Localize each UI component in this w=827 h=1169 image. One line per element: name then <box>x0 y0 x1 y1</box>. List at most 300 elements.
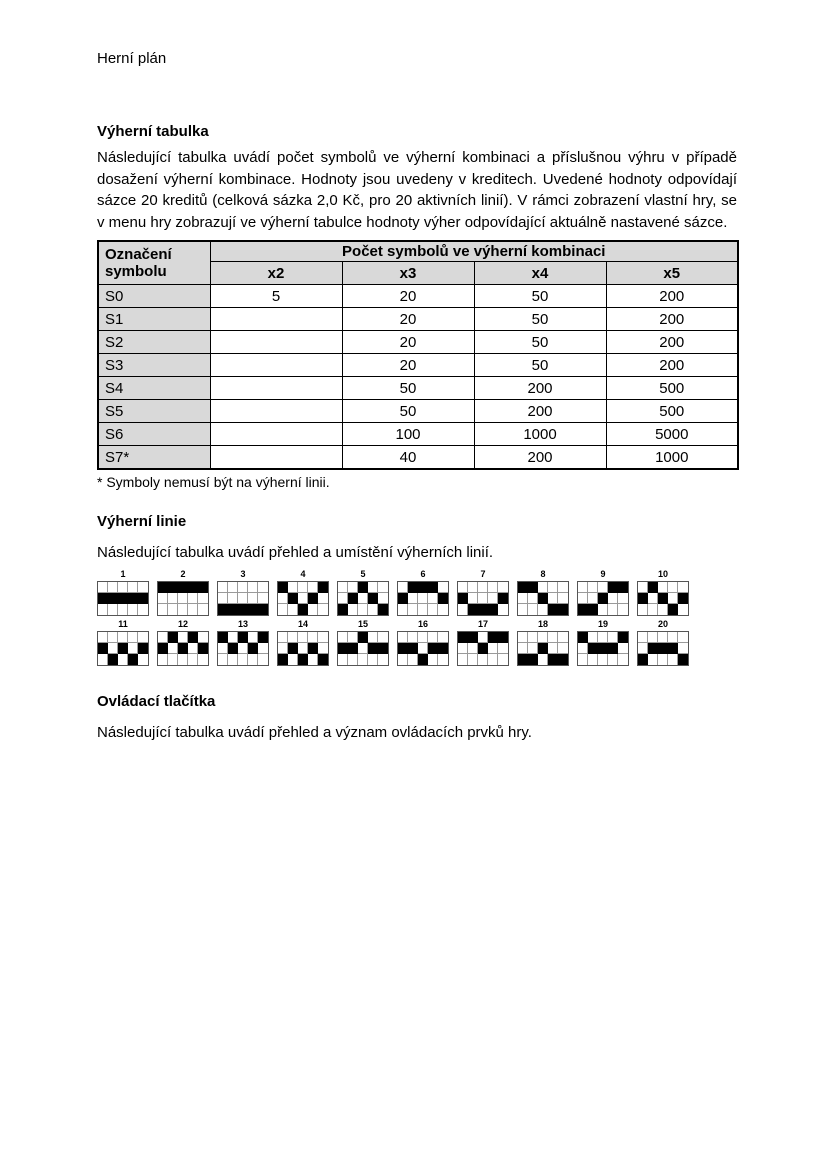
value-cell: 20 <box>342 331 474 354</box>
payline-cell <box>488 632 498 643</box>
table-row <box>98 423 738 446</box>
payline-cell <box>198 582 208 593</box>
payline-cell <box>548 632 558 643</box>
payline-cell <box>468 643 478 654</box>
payline-number: 2 <box>180 568 186 579</box>
payline-cell <box>198 654 208 665</box>
value-cell <box>210 377 342 400</box>
payline-cell <box>538 604 548 615</box>
payline-cell <box>228 643 238 654</box>
payline-cell <box>258 643 268 654</box>
payline-cell <box>188 654 198 665</box>
value-cell: 20 <box>342 354 474 377</box>
symbol-cell: S2 <box>98 331 210 354</box>
payline-cell-grid <box>397 581 449 616</box>
value-cell: 200 <box>474 446 606 470</box>
payline-cell <box>598 643 608 654</box>
payline-cell <box>488 654 498 665</box>
payline-number: 9 <box>600 568 606 579</box>
payline-cell <box>638 643 648 654</box>
payline-cell <box>278 643 288 654</box>
payline-cell <box>648 604 658 615</box>
payline-cell <box>658 582 668 593</box>
payline-cell <box>178 632 188 643</box>
payline-cell <box>498 604 508 615</box>
payline-cell <box>638 582 648 593</box>
payline-cell-grid <box>277 581 329 616</box>
payline-cell <box>428 582 438 593</box>
payline-number: 6 <box>420 568 426 579</box>
document-header: Herní plán <box>97 50 167 67</box>
payline-cell <box>668 593 678 604</box>
payline-cell <box>188 643 198 654</box>
table-row <box>98 331 738 354</box>
payline-cell <box>308 643 318 654</box>
symbol-cell: S4 <box>98 377 210 400</box>
payline-cell <box>118 593 128 604</box>
payline-cell <box>468 632 478 643</box>
payline-cell <box>298 632 308 643</box>
payline-cell <box>608 593 618 604</box>
payline-cell <box>218 643 228 654</box>
payline-cell <box>248 632 258 643</box>
payline-number: 13 <box>237 618 248 629</box>
payline-cell <box>98 643 108 654</box>
payline-pattern <box>97 618 149 666</box>
payline-cell <box>678 643 688 654</box>
payline-pattern <box>637 568 689 616</box>
paylines-heading: Výherní linie <box>97 513 187 530</box>
payline-cell <box>238 604 248 615</box>
payline-number: 4 <box>300 568 306 579</box>
payline-cell <box>548 643 558 654</box>
payline-cell <box>198 604 208 615</box>
payline-cell <box>428 654 438 665</box>
payline-cell <box>638 593 648 604</box>
payline-cell <box>458 632 468 643</box>
payline-cell <box>238 643 248 654</box>
payline-cell <box>588 604 598 615</box>
payline-cell <box>418 582 428 593</box>
payline-cell <box>548 593 558 604</box>
payline-cell <box>218 593 228 604</box>
payline-cell <box>118 604 128 615</box>
payline-cell <box>598 604 608 615</box>
payline-cell <box>478 632 488 643</box>
payline-cell <box>578 654 588 665</box>
payline-cell <box>608 604 618 615</box>
payline-cell <box>468 604 478 615</box>
payline-cell <box>128 632 138 643</box>
payline-cell <box>418 643 428 654</box>
payline-cell <box>588 593 598 604</box>
table-row <box>98 285 738 308</box>
payline-pattern <box>277 618 329 666</box>
payline-cell <box>498 582 508 593</box>
payline-cell <box>228 582 238 593</box>
payline-pattern <box>577 568 629 616</box>
value-cell <box>210 446 342 470</box>
value-cell <box>210 331 342 354</box>
payline-cell <box>368 593 378 604</box>
payline-cell <box>538 582 548 593</box>
payline-cell <box>118 643 128 654</box>
payline-cell <box>648 632 658 643</box>
table-row <box>98 354 738 377</box>
payline-cell <box>298 654 308 665</box>
payline-cell <box>558 632 568 643</box>
payline-cell <box>678 593 688 604</box>
payline-cell <box>188 604 198 615</box>
payline-cell <box>458 654 468 665</box>
payline-cell <box>198 632 208 643</box>
payline-cell <box>108 654 118 665</box>
payline-cell <box>378 643 388 654</box>
payout-table-body <box>98 285 738 470</box>
payline-cell <box>528 643 538 654</box>
payline-cell <box>638 604 648 615</box>
payline-cell <box>428 604 438 615</box>
payline-cell <box>198 593 208 604</box>
payline-cell <box>288 582 298 593</box>
payline-cell <box>158 604 168 615</box>
payline-cell <box>458 582 468 593</box>
payline-cell <box>588 643 598 654</box>
symbol-cell: S3 <box>98 354 210 377</box>
payline-cell <box>218 632 228 643</box>
payline-cell <box>358 582 368 593</box>
payline-cell <box>548 654 558 665</box>
payline-number: 1 <box>120 568 126 579</box>
payline-cell <box>108 643 118 654</box>
payline-cell <box>178 604 188 615</box>
payline-cell <box>668 582 678 593</box>
payline-cell <box>668 643 678 654</box>
payline-cell <box>428 643 438 654</box>
value-cell <box>210 400 342 423</box>
payline-cell <box>498 632 508 643</box>
symbol-cell: S5 <box>98 400 210 423</box>
payline-pattern <box>457 568 509 616</box>
payline-cell <box>288 604 298 615</box>
payline-cell <box>398 604 408 615</box>
payline-cell <box>138 643 148 654</box>
payline-cell <box>168 604 178 615</box>
payline-cell <box>428 632 438 643</box>
table-col-header-x3: x3 <box>342 262 474 285</box>
value-cell: 50 <box>342 377 474 400</box>
payline-cell <box>168 654 178 665</box>
payline-cell <box>318 654 328 665</box>
payline-cell <box>648 654 658 665</box>
payline-cell <box>558 643 568 654</box>
payline-cell <box>178 582 188 593</box>
payline-cell <box>338 582 348 593</box>
payline-cell <box>438 632 448 643</box>
payline-cell <box>338 604 348 615</box>
payline-number: 14 <box>297 618 308 629</box>
payline-number: 20 <box>657 618 668 629</box>
payline-cell <box>438 582 448 593</box>
payline-cell <box>518 654 528 665</box>
payline-cell <box>578 632 588 643</box>
payline-cell <box>458 604 468 615</box>
payline-cell <box>658 632 668 643</box>
payline-cell <box>358 643 368 654</box>
payline-cell <box>378 654 388 665</box>
payline-cell <box>348 643 358 654</box>
payline-cell <box>308 632 318 643</box>
payline-cell <box>238 654 248 665</box>
payline-cell <box>338 643 348 654</box>
payline-number: 12 <box>177 618 188 629</box>
payline-cell <box>558 582 568 593</box>
payline-cell <box>658 654 668 665</box>
payline-cell <box>258 654 268 665</box>
payline-cell <box>598 632 608 643</box>
value-cell: 50 <box>474 285 606 308</box>
payline-cell <box>678 654 688 665</box>
payline-cell <box>398 643 408 654</box>
value-cell: 1000 <box>474 423 606 446</box>
payline-number: 5 <box>360 568 366 579</box>
payline-cell <box>558 593 568 604</box>
payline-cell <box>218 604 228 615</box>
payline-cell <box>128 604 138 615</box>
payline-cell <box>338 593 348 604</box>
value-cell: 200 <box>474 400 606 423</box>
payline-cell <box>378 582 388 593</box>
payline-cell <box>308 593 318 604</box>
payline-cell <box>588 632 598 643</box>
payline-cell <box>188 632 198 643</box>
payline-cell <box>588 582 598 593</box>
value-cell: 100 <box>342 423 474 446</box>
payline-cell <box>618 632 628 643</box>
payline-cell-grid <box>157 581 209 616</box>
payline-cell <box>408 643 418 654</box>
payline-cell <box>648 593 658 604</box>
payline-cell <box>178 643 188 654</box>
controls-paragraph: Následující tabulka uvádí přehled a význam ovládacích prvků hry. <box>97 723 532 741</box>
payline-cell <box>108 632 118 643</box>
value-cell <box>210 354 342 377</box>
value-cell <box>210 308 342 331</box>
payline-cell <box>528 593 538 604</box>
payline-pattern <box>577 618 629 666</box>
payline-cell <box>248 654 258 665</box>
table-col-header-x4: x4 <box>474 262 606 285</box>
payline-cell <box>98 582 108 593</box>
payline-cell <box>278 604 288 615</box>
payout-paragraph: Následující tabulka uvádí počet symbolů ve výherní kombinaci a příslušnou výhru v případě dosažení výherní kombinace. Hodnoty jsou uvedeny v kreditech. Uvedené hodnoty odpovídají sázce 20 kreditů (celková sázka 2,0 Kč, pro 20 aktivních linií). V rámci zobrazení vlastní hry, se v menu hry zobrazují ve výherní tabulce hodnoty výher odpovídající aktuálně nastavené sázce. <box>97 149 737 231</box>
value-cell: 200 <box>606 354 738 377</box>
payline-cell <box>298 593 308 604</box>
table-col-header-x5: x5 <box>606 262 738 285</box>
payline-cell <box>658 593 668 604</box>
payline-cell <box>518 643 528 654</box>
payline-cell <box>408 593 418 604</box>
payline-cell <box>158 632 168 643</box>
payline-cell <box>548 604 558 615</box>
payline-cell <box>398 654 408 665</box>
payline-cell <box>278 593 288 604</box>
payline-cell <box>478 604 488 615</box>
payline-cell <box>288 643 298 654</box>
payline-cell <box>378 593 388 604</box>
payline-cell <box>538 632 548 643</box>
payline-cell <box>488 643 498 654</box>
payline-pattern <box>337 568 389 616</box>
payline-cell-grid <box>457 631 509 666</box>
payline-cell <box>668 632 678 643</box>
payline-cell <box>228 604 238 615</box>
payline-cell <box>498 593 508 604</box>
payline-cell <box>248 593 258 604</box>
page-content <box>97 0 737 743</box>
payline-cell <box>238 593 248 604</box>
payline-cell <box>428 593 438 604</box>
payline-number: 10 <box>657 568 668 579</box>
payline-cell <box>618 643 628 654</box>
payline-cell <box>338 632 348 643</box>
payline-cell-grid <box>517 581 569 616</box>
payline-number: 19 <box>597 618 608 629</box>
payline-cell <box>538 654 548 665</box>
payline-cell-grid <box>637 631 689 666</box>
payline-cell <box>168 582 178 593</box>
payline-cell <box>128 593 138 604</box>
payline-cell-grid <box>97 631 149 666</box>
value-cell: 200 <box>474 377 606 400</box>
symbol-cell: S6 <box>98 423 210 446</box>
payline-cell <box>358 593 368 604</box>
payline-cell <box>468 582 478 593</box>
paylines-grid <box>97 568 737 666</box>
payline-cell-grid <box>217 581 269 616</box>
value-cell: 5 <box>210 285 342 308</box>
payline-cell <box>238 632 248 643</box>
payline-cell <box>118 654 128 665</box>
payline-pattern <box>97 568 149 616</box>
payline-cell <box>418 604 428 615</box>
payline-cell <box>368 604 378 615</box>
payline-cell <box>468 593 478 604</box>
value-cell: 200 <box>606 331 738 354</box>
payline-cell <box>488 604 498 615</box>
payline-cell <box>518 604 528 615</box>
payline-cell <box>228 632 238 643</box>
symbol-cell: S1 <box>98 308 210 331</box>
payline-cell <box>438 643 448 654</box>
payline-number: 16 <box>417 618 428 629</box>
payline-cell <box>378 632 388 643</box>
payline-cell <box>408 632 418 643</box>
payline-cell <box>558 654 568 665</box>
payline-cell <box>608 654 618 665</box>
payout-table <box>97 240 739 470</box>
payline-cell <box>158 593 168 604</box>
payline-cell <box>438 654 448 665</box>
payline-cell <box>178 654 188 665</box>
paylines-paragraph: Následující tabulka uvádí přehled a umístění výherních linií. <box>97 544 494 561</box>
payline-cell <box>358 632 368 643</box>
payline-cell-grid <box>577 581 629 616</box>
payline-cell <box>488 593 498 604</box>
payline-cell <box>478 593 488 604</box>
payline-cell <box>128 643 138 654</box>
payline-pattern <box>517 618 569 666</box>
payline-cell <box>128 654 138 665</box>
payline-cell <box>158 654 168 665</box>
payline-cell <box>218 582 228 593</box>
paylines-row-1 <box>97 568 737 616</box>
payline-cell <box>318 604 328 615</box>
payline-cell <box>318 632 328 643</box>
payline-cell <box>338 654 348 665</box>
payline-cell-grid <box>337 581 389 616</box>
payline-pattern <box>337 618 389 666</box>
payline-cell <box>478 643 488 654</box>
payline-cell <box>138 632 148 643</box>
payline-cell <box>578 643 588 654</box>
payline-cell <box>348 582 358 593</box>
payline-cell <box>288 654 298 665</box>
table-header-row-group <box>98 241 738 262</box>
payline-cell <box>348 593 358 604</box>
payline-cell <box>528 632 538 643</box>
payline-cell <box>518 632 528 643</box>
payline-cell <box>258 632 268 643</box>
value-cell: 200 <box>606 308 738 331</box>
payline-cell <box>98 604 108 615</box>
payline-pattern <box>457 618 509 666</box>
payline-number: 18 <box>537 618 548 629</box>
payline-cell <box>578 593 588 604</box>
payline-cell <box>128 582 138 593</box>
table-group-header: Počet symbolů ve výherní kombinaci <box>210 241 738 262</box>
payline-cell <box>368 632 378 643</box>
payline-cell <box>658 643 668 654</box>
value-cell: 5000 <box>606 423 738 446</box>
payline-cell <box>158 582 168 593</box>
payline-cell <box>278 582 288 593</box>
payline-cell <box>138 582 148 593</box>
payline-cell-grid <box>457 581 509 616</box>
payline-cell <box>98 654 108 665</box>
table-row <box>98 400 738 423</box>
payline-pattern <box>277 568 329 616</box>
payline-number: 15 <box>357 618 368 629</box>
table-col-header-x2: x2 <box>210 262 342 285</box>
payline-cell <box>478 654 488 665</box>
payline-cell <box>258 593 268 604</box>
payline-cell <box>418 654 428 665</box>
payline-cell <box>498 654 508 665</box>
value-cell: 500 <box>606 400 738 423</box>
payline-cell <box>178 593 188 604</box>
payline-cell <box>228 593 238 604</box>
payline-cell <box>108 593 118 604</box>
payline-cell <box>488 582 498 593</box>
payline-cell <box>258 582 268 593</box>
table-corner-header: Označení symbolu <box>98 241 210 285</box>
payline-cell <box>278 654 288 665</box>
controls-heading: Ovládací tlačítka <box>97 692 216 710</box>
payline-cell <box>318 643 328 654</box>
payline-cell <box>138 604 148 615</box>
payline-cell <box>438 593 448 604</box>
